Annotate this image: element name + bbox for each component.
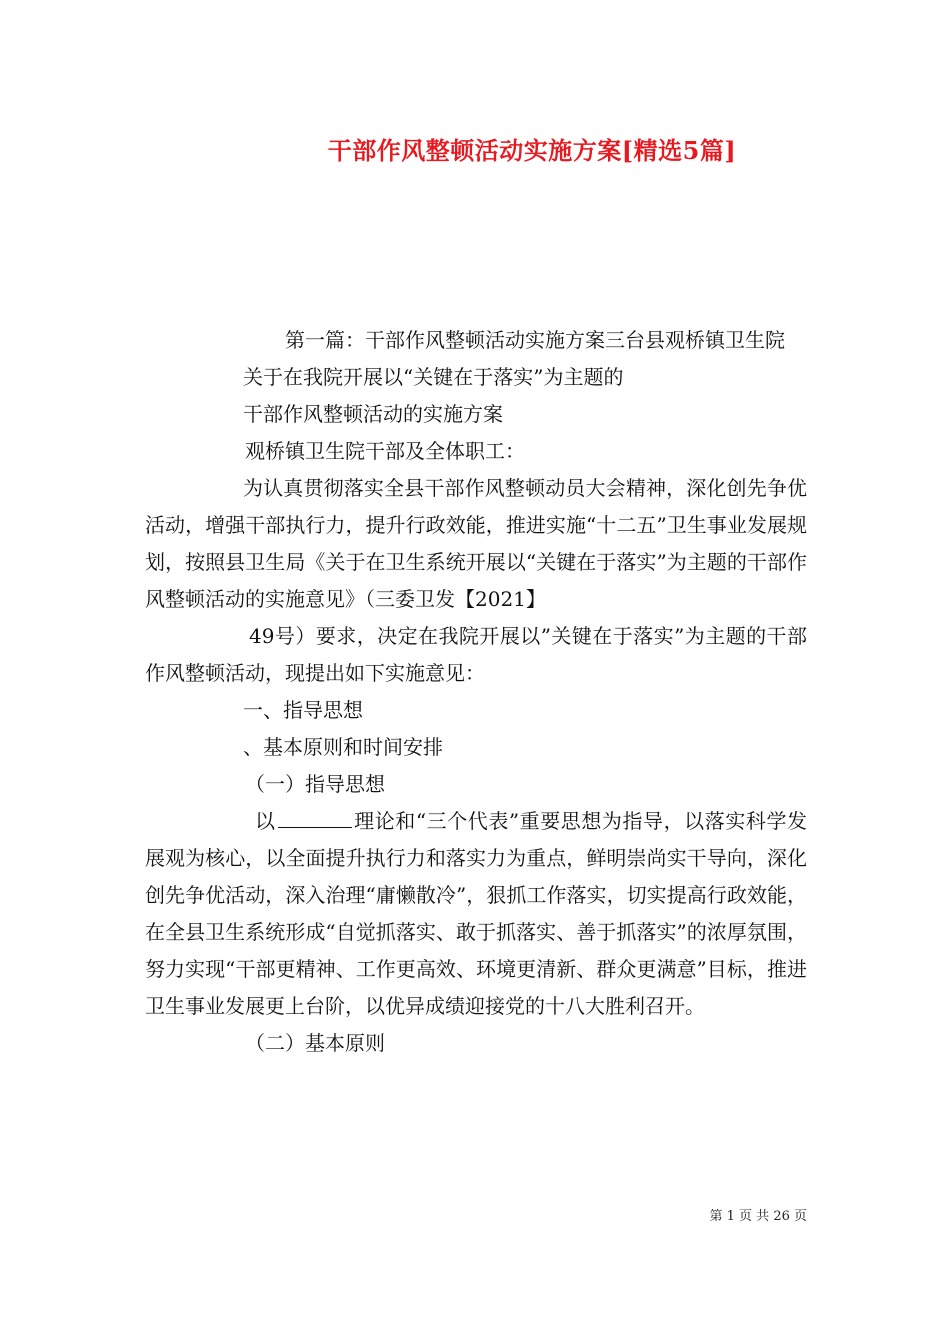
heading-principles-schedule: 、基本原则和时间安排 [243, 735, 443, 759]
paragraph-lead-text: 以 [255, 809, 276, 833]
heading-guiding-ideology: 一、指导思想 [243, 698, 363, 722]
paragraph-document-number: 49号）要求，决定在我院开展以”关键在于落实”为主题的干部作风整顿活动，现提出如下实施意见： [145, 624, 807, 685]
paragraph-guiding-ideology [145, 803, 807, 1025]
paragraph-body-text: 理论和“三个代表”重要思想为指导，以落实科学发展观为核心，以全面提升执行力和落实力为重点，鲜明崇尚实干导向，深化创先争优活动，深入治理“庸懒散冷”，狠抓工作落实，切实提高行政效能，在全县卫生系统形成“自觉抓落实、敢于抓落实、善于抓落实”的浓厚氛围，努力实现“干部更精神、工作更高效、环境更清新、群众更满意”目标，推进卫生事业发展更上台阶，以优异成绩迎接党的十八大胜利召开。 [145, 809, 808, 1018]
paragraph-intro: 为认真贯彻落实全县干部作风整顿动员大会精神，深化创先争优活动，增强干部执行力，提升行政效能，推进实施“十二五”卫生事业发展规划，按照县卫生局《关于在卫生系统开展以“关键在于落实”为主题的干部作风整顿活动的实施意见》（三委卫发【2021】 [145, 476, 807, 611]
blank-underline [278, 809, 352, 828]
subheading-guiding-ideology: （一）指导思想 [245, 772, 385, 796]
paragraph-section-heading: 第一篇：干部作风整顿活动实施方案三台县观桥镇卫生院 [285, 328, 785, 352]
paragraph-notice-title-line1: 关于在我院开展以“关键在于落实”为主题的 [243, 365, 624, 389]
document-body [145, 322, 807, 1062]
subheading-basic-principles: （二）基本原则 [245, 1031, 385, 1055]
paragraph-notice-title-line2: 干部作风整顿活动的实施方案 [243, 402, 503, 426]
document-title: 干部作风整顿活动实施方案[精选5篇] [327, 136, 737, 165]
page-number: 第 1 页 共 26 页 [709, 1209, 807, 1224]
paragraph-addressee: 观桥镇卫生院干部及全体职工： [245, 439, 525, 463]
